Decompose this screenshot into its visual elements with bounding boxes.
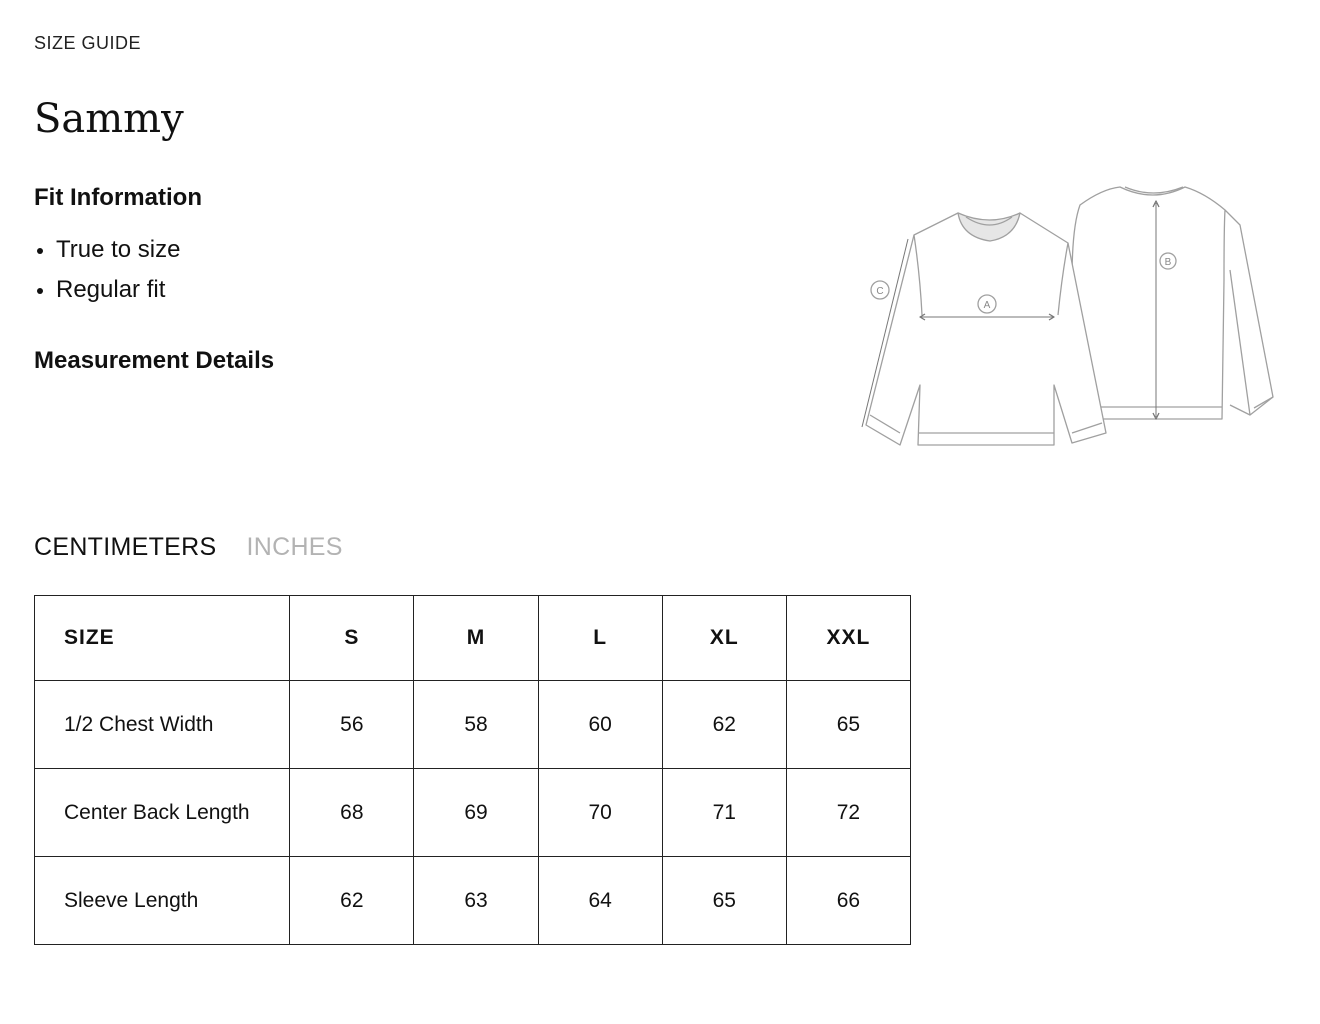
- label-b-text: B: [1164, 257, 1172, 268]
- table-row: [35, 769, 911, 857]
- table-header-cell: L: [538, 596, 662, 681]
- table-cell: 60: [538, 681, 662, 769]
- table-header-cell: S: [290, 596, 414, 681]
- label-c-text: C: [876, 286, 884, 297]
- bullet-icon: [37, 248, 43, 254]
- back-view-shirt: [1072, 187, 1273, 419]
- fit-list: [34, 230, 181, 310]
- table-cell: 70: [538, 769, 662, 857]
- table-cell: 69: [414, 769, 538, 857]
- table-cell: 63: [414, 857, 538, 945]
- table-cell: 65: [786, 681, 910, 769]
- fit-list-item: [34, 230, 181, 270]
- size-guide-eyebrow: SIZE GUIDE: [34, 33, 142, 53]
- table-header-cell: M: [414, 596, 538, 681]
- front-view-shirt: [862, 213, 1106, 445]
- table-cell: 68: [290, 769, 414, 857]
- table-cell: 56: [290, 681, 414, 769]
- table-header-row: [35, 596, 911, 681]
- table-cell: 58: [414, 681, 538, 769]
- garment-measurement-diagram: [850, 175, 1290, 465]
- table-cell: 62: [662, 681, 786, 769]
- size-table: [34, 595, 911, 945]
- product-title: Sammy: [34, 96, 184, 142]
- fit-information-heading: Fit Information: [34, 184, 202, 211]
- table-cell: 71: [662, 769, 786, 857]
- fit-list-item: [34, 270, 181, 310]
- label-a-text: A: [983, 300, 991, 311]
- fit-item-label: Regular fit: [56, 276, 166, 303]
- table-cell: 65: [662, 857, 786, 945]
- tab-inches[interactable]: INCHES: [246, 533, 343, 561]
- row-label-cell: Center Back Length: [35, 769, 290, 857]
- table-header-cell: XL: [662, 596, 786, 681]
- row-label-cell: 1/2 Chest Width: [35, 681, 290, 769]
- table-cell: 62: [290, 857, 414, 945]
- tab-centimeters[interactable]: CENTIMETERS: [34, 533, 217, 561]
- fit-item-label: True to size: [56, 236, 181, 263]
- table-cell: 72: [786, 769, 910, 857]
- table-row: [35, 681, 911, 769]
- table-cell: 64: [538, 857, 662, 945]
- measurement-details-heading: Measurement Details: [34, 347, 275, 374]
- table-cell: 66: [786, 857, 910, 945]
- row-label-cell: Sleeve Length: [35, 857, 290, 945]
- table-header-cell: XXL: [786, 596, 910, 681]
- bullet-icon: [37, 288, 43, 294]
- table-row: [35, 857, 911, 945]
- table-header-cell: SIZE: [35, 596, 290, 681]
- unit-tabs: [34, 533, 343, 562]
